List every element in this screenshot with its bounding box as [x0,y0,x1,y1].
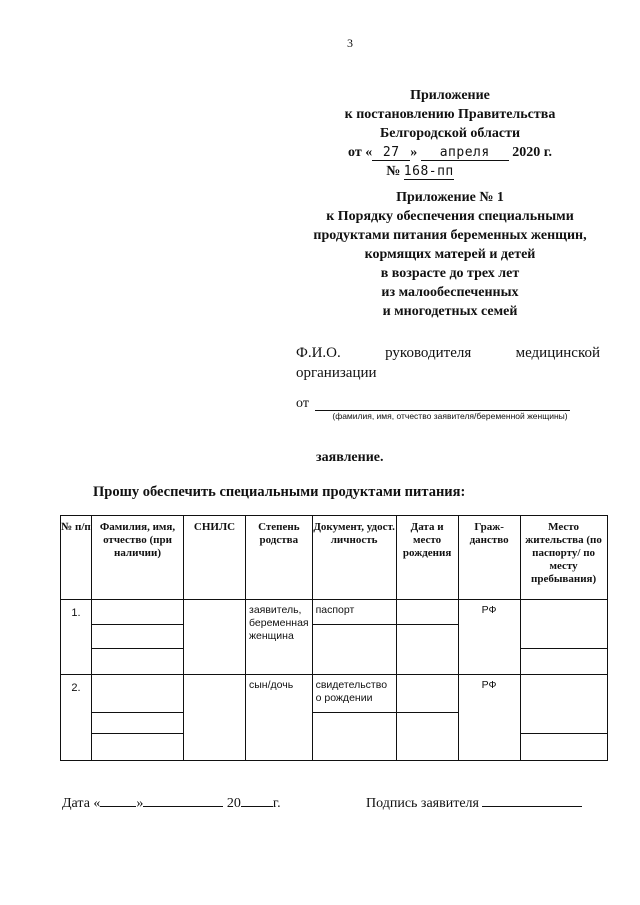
day-blank[interactable] [100,794,136,807]
from-label: от [296,396,309,411]
document-cell: свидетельство о рождении [312,675,396,713]
header-cell: Место жительства (по паспорту/ по месту пребывания) [520,516,607,600]
birth-cell[interactable] [396,713,458,761]
resolution-number: 168-пп [403,164,454,179]
birth-cell[interactable] [396,600,458,625]
header-date-line [290,143,610,162]
row-number: 2. [61,675,92,761]
date-day: 27 [372,145,410,161]
header-cell: СНИЛС [184,516,246,600]
document-cell[interactable] [312,625,396,675]
relation-cell: сын/дочь [246,675,313,761]
header-cell: Документ, удост. личность [312,516,396,600]
appendix-line: к Порядку обеспечения специальными [326,209,574,224]
row-number: 1. [61,600,92,675]
statement-title: заявление. [316,450,384,465]
name-cell[interactable] [92,625,184,649]
appendix-line: Приложение № 1 [396,190,504,205]
resolution-header [290,86,610,181]
date-label: Дата « [62,796,101,811]
appendix-line: из малообеспеченных [381,285,519,300]
date-year: 2020 г. [512,145,552,160]
from-field[interactable] [296,396,600,412]
table-row [61,600,608,625]
date-mid: » [410,145,418,160]
month-blank[interactable] [143,794,223,807]
addressee-line-2: организации [296,365,377,381]
header-cell: Фамилия, имя, отчество (при наличии) [92,516,184,600]
year-suffix: г. [272,796,281,811]
addressee-block [296,343,600,383]
addressee-word-fio: Ф.И.О. [296,345,341,361]
residence-cell[interactable] [520,600,607,649]
name-cell[interactable] [92,600,184,625]
date-prefix: от « [348,145,373,160]
addressee-row [296,343,600,363]
table-row [61,675,608,713]
signature-blank[interactable] [482,794,582,807]
header-number-line [290,162,610,181]
appendix-line: кормящих матерей и детей [364,247,536,262]
table-header-row [61,516,608,600]
residence-cell[interactable] [520,649,607,675]
year-blank[interactable] [241,794,273,807]
name-cell[interactable] [92,734,184,761]
year-prefix: 20 [226,796,241,811]
header-line-2: к постановлению Правительства [344,107,556,122]
relation-cell: заявитель, беременная женщина [246,600,313,675]
header-cell: Дата и место рождения [396,516,458,600]
snils-cell[interactable] [184,675,246,761]
header-cell: Степень родства [246,516,313,600]
name-cell[interactable] [92,675,184,713]
header-line-3: Белгородской области [379,126,521,141]
appendix-line: и многодетных семей [382,304,518,319]
footer-signature [366,794,582,812]
appendix-block [290,188,610,321]
birth-cell[interactable] [396,675,458,713]
from-hint: (фамилия, имя, отчество заявителя/беременной женщины) [332,411,568,421]
name-cell[interactable] [92,713,184,734]
appendix-line: в возрасте до трех лет [380,266,520,281]
citizenship-cell: РФ [458,675,520,761]
date-month: апреля [421,145,509,161]
citizenship-cell: РФ [458,600,520,675]
birth-cell[interactable] [396,625,458,675]
header-line-1: Приложение [410,88,490,103]
number-prefix: № [386,164,401,179]
request-text: Прошу обеспечить специальными продуктами питания: [93,484,466,500]
addressee-word-head: руководителя [385,345,472,361]
document-cell[interactable] [312,713,396,761]
document-cell: паспорт [312,600,396,625]
date-close: » [136,796,144,811]
header-cell: Граж-данство [458,516,520,600]
request-table [60,515,608,761]
signature-label: Подпись заявителя [366,796,479,811]
name-cell[interactable] [92,649,184,675]
footer-date [62,794,281,812]
header-cell: № п/п [61,516,92,600]
page-number: 3 [347,36,353,50]
addressee-word-medical: медицинской [515,345,600,361]
appendix-line: продуктами питания беременных женщин, [313,228,587,243]
residence-cell[interactable] [520,734,607,761]
residence-cell[interactable] [520,675,607,734]
snils-cell[interactable] [184,600,246,675]
